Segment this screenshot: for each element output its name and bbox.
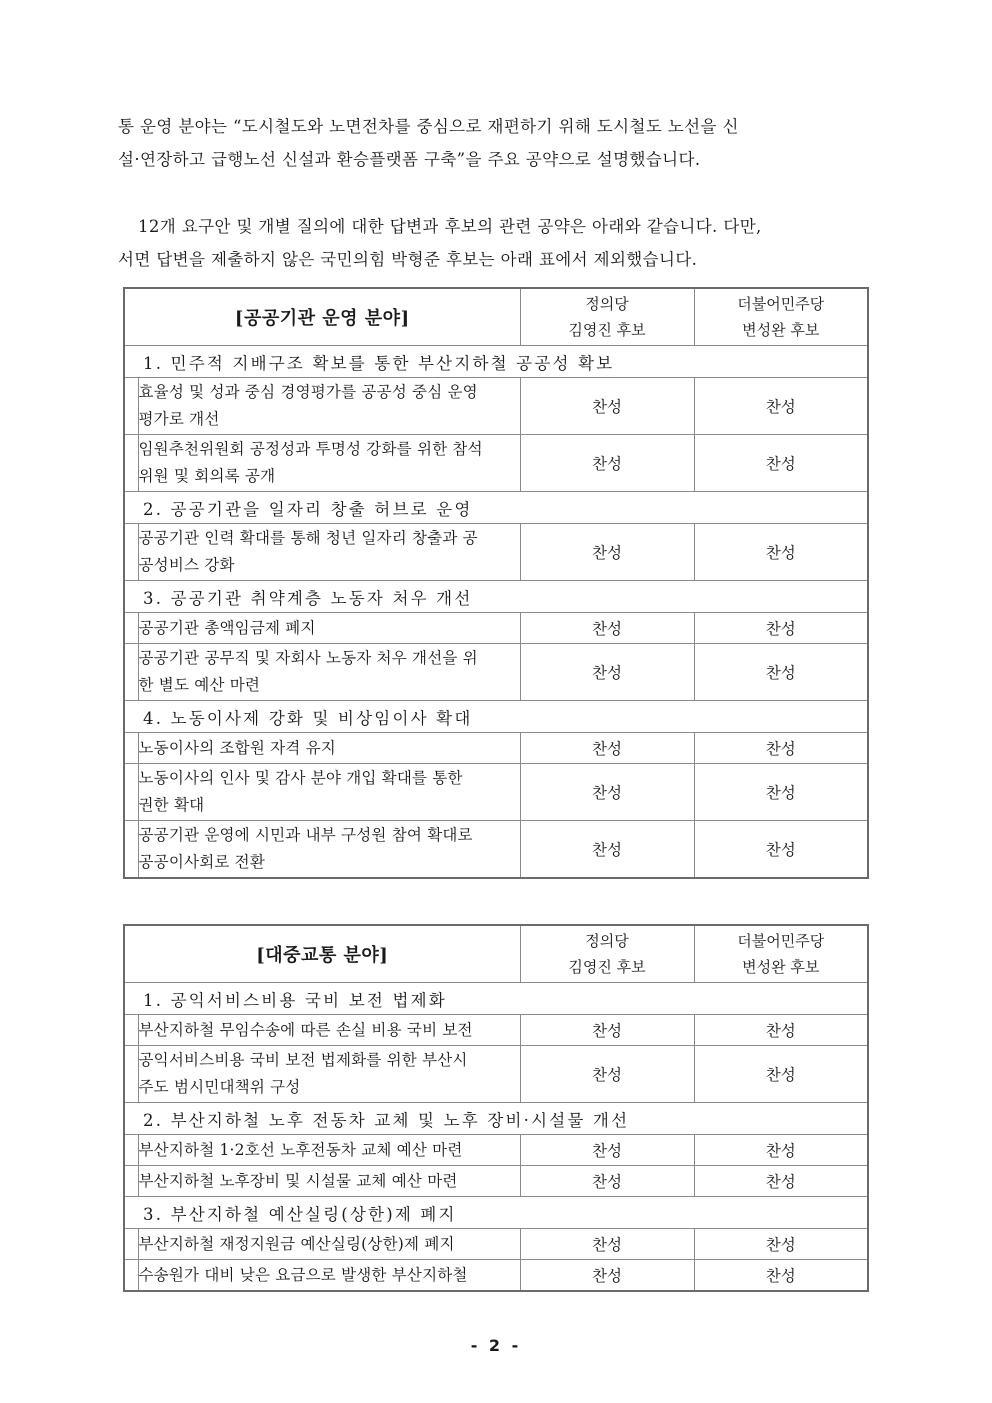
item-line: 공공기관 공무직 및 자회사 노동자 처우 개선을 위 xyxy=(138,649,478,667)
item-line: 부산지하철 재정지원금 예산실링(상한)제 폐지 xyxy=(138,1234,455,1253)
answer-cell: 찬성 xyxy=(520,1166,694,1197)
candidate-party: 정의당 xyxy=(585,295,629,313)
answer-cell: 찬성 xyxy=(694,1135,868,1166)
intro-paragraph-2 xyxy=(118,210,874,276)
item-line: 공공기관 총액임금제 폐지 xyxy=(138,618,316,637)
text-line: 12개 요구안 및 개별 질의에 대한 답변과 후보의 관련 공약은 아래와 같습니다. 다만, xyxy=(138,217,762,236)
answer-cell: 찬성 xyxy=(520,1229,694,1260)
table-row xyxy=(124,1135,868,1166)
answer-cell: 찬성 xyxy=(520,613,694,644)
indent-cell xyxy=(124,1260,138,1292)
item-description xyxy=(138,1260,520,1292)
table-row xyxy=(124,1166,868,1197)
candidate-party: 더불어민주당 xyxy=(737,295,825,313)
answer-cell: 찬성 xyxy=(520,764,694,821)
table-title: [대중교통 분야] xyxy=(124,925,520,983)
answer-cell: 찬성 xyxy=(520,1046,694,1103)
item-line: 평가로 개선 xyxy=(138,410,220,428)
item-line: 수송원가 대비 낮은 요금으로 발생한 부산지하철 xyxy=(138,1265,468,1284)
indent-cell xyxy=(124,435,138,492)
indent-cell xyxy=(124,644,138,701)
indent-cell xyxy=(124,1166,138,1197)
candidate-party: 정의당 xyxy=(585,932,629,950)
item-line: 공공기관 운영에 시민과 내부 구성원 참여 확대로 xyxy=(138,826,473,844)
item-description xyxy=(138,524,520,581)
indent-cell xyxy=(124,733,138,764)
indent-cell xyxy=(124,378,138,435)
item-line: 한 별도 예산 마련 xyxy=(138,676,261,694)
table-row xyxy=(124,733,868,764)
table-row xyxy=(124,1046,868,1103)
table-header-row xyxy=(124,288,868,346)
item-line: 부산지하철 무임수송에 따른 손실 비용 국비 보전 xyxy=(138,1020,473,1039)
table-row xyxy=(124,644,868,701)
item-description xyxy=(138,733,520,764)
text-line: 설·연장하고 급행노선 신설과 환승플랫폼 구축”을 주요 공약으로 설명했습니다. xyxy=(118,150,701,169)
answer-cell: 찬성 xyxy=(694,821,868,879)
answer-cell: 찬성 xyxy=(694,1166,868,1197)
indent-cell xyxy=(124,1046,138,1103)
indent-cell xyxy=(124,764,138,821)
section-heading-row xyxy=(124,1103,868,1135)
answer-cell: 찬성 xyxy=(520,1015,694,1046)
table-row xyxy=(124,524,868,581)
item-line: 주도 범시민대책위 구성 xyxy=(138,1078,301,1096)
item-description xyxy=(138,613,520,644)
public-institution-table xyxy=(123,287,869,879)
item-description xyxy=(138,1015,520,1046)
item-description xyxy=(138,821,520,879)
answer-cell: 찬성 xyxy=(520,821,694,879)
candidate-name: 김영진 후보 xyxy=(568,321,646,339)
item-description xyxy=(138,1135,520,1166)
item-line: 권한 확대 xyxy=(138,796,205,814)
answer-cell: 찬성 xyxy=(520,378,694,435)
item-line: 효율성 및 성과 중심 경영평가를 공공성 중심 운영 xyxy=(138,383,478,401)
item-line: 노동이사의 조합원 자격 유지 xyxy=(138,738,336,757)
answer-cell: 찬성 xyxy=(520,1135,694,1166)
table-row xyxy=(124,1260,868,1292)
answer-cell: 찬성 xyxy=(694,613,868,644)
answer-cell: 찬성 xyxy=(520,524,694,581)
section-heading: 1. 민주적 지배구조 확보를 통한 부산지하철 공공성 확보 xyxy=(124,346,868,378)
table-row xyxy=(124,613,868,644)
table-row xyxy=(124,1015,868,1046)
item-line: 공공이사회로 전환 xyxy=(138,853,266,871)
section-heading: 4. 노동이사제 강화 및 비상임이사 확대 xyxy=(124,701,868,733)
table-row xyxy=(124,378,868,435)
answer-cell: 찬성 xyxy=(694,764,868,821)
answer-cell: 찬성 xyxy=(520,733,694,764)
item-line: 노동이사의 인사 및 감사 분야 개입 확대를 통한 xyxy=(138,769,463,787)
item-line: 부산지하철 1·2호선 노후전동차 교체 예산 마련 xyxy=(138,1140,463,1159)
page-number: - 2 - xyxy=(470,1336,522,1355)
intro-paragraph-1 xyxy=(118,110,874,176)
table-row xyxy=(124,764,868,821)
item-line: 위원 및 회의록 공개 xyxy=(138,467,276,485)
section-heading: 2. 부산지하철 노후 전동차 교체 및 노후 장비·시설물 개선 xyxy=(124,1103,868,1135)
item-line: 부산지하철 노후장비 및 시설물 교체 예산 마련 xyxy=(138,1171,458,1190)
answer-cell: 찬성 xyxy=(694,733,868,764)
item-description xyxy=(138,435,520,492)
indent-cell xyxy=(124,821,138,879)
table-row xyxy=(124,821,868,879)
public-transport-table xyxy=(123,924,869,1292)
text-line: 서면 답변을 제출하지 않은 국민의힘 박형준 후보는 아래 표에서 제외했습니다. xyxy=(118,250,698,269)
section-heading: 1. 공익서비스비용 국비 보전 법제화 xyxy=(124,983,868,1015)
indent-cell xyxy=(124,613,138,644)
answer-cell: 찬성 xyxy=(694,644,868,701)
candidate-name: 변성완 후보 xyxy=(742,321,820,339)
answer-cell: 찬성 xyxy=(694,1046,868,1103)
item-line: 공성비스 강화 xyxy=(138,556,235,574)
answer-cell: 찬성 xyxy=(520,644,694,701)
answer-cell: 찬성 xyxy=(694,1260,868,1292)
item-description xyxy=(138,1166,520,1197)
indent-cell xyxy=(124,1229,138,1260)
indent-cell xyxy=(124,1135,138,1166)
table-title: [공공기관 운영 분야] xyxy=(124,288,520,346)
answer-cell: 찬성 xyxy=(694,1015,868,1046)
section-heading-row xyxy=(124,1197,868,1229)
section-heading-row xyxy=(124,701,868,733)
section-heading-row xyxy=(124,492,868,524)
candidate-header xyxy=(694,925,868,983)
section-heading: 3. 공공기관 취약계층 노동자 처우 개선 xyxy=(124,581,868,613)
section-heading: 2. 공공기관을 일자리 창출 허브로 운영 xyxy=(124,492,868,524)
indent-cell xyxy=(124,1015,138,1046)
text-line: 통 운영 분야는 “도시철도와 노면전차를 중심으로 재편하기 위해 도시철도 노선을 신 xyxy=(118,117,739,136)
candidate-header xyxy=(694,288,868,346)
table-header-row xyxy=(124,925,868,983)
section-heading-row xyxy=(124,581,868,613)
candidate-name: 변성완 후보 xyxy=(742,958,820,976)
section-heading-row xyxy=(124,346,868,378)
candidate-header xyxy=(520,925,694,983)
section-heading-row xyxy=(124,983,868,1015)
answer-cell: 찬성 xyxy=(694,1229,868,1260)
section-heading: 3. 부산지하철 예산실링(상한)제 폐지 xyxy=(124,1197,868,1229)
answer-cell: 찬성 xyxy=(520,1260,694,1292)
item-description xyxy=(138,764,520,821)
candidate-header xyxy=(520,288,694,346)
item-description xyxy=(138,1229,520,1260)
answer-cell: 찬성 xyxy=(694,378,868,435)
candidate-party: 더불어민주당 xyxy=(737,932,825,950)
item-line: 공공기관 인력 확대를 통해 청년 일자리 창출과 공 xyxy=(138,529,478,547)
item-description xyxy=(138,1046,520,1103)
item-description xyxy=(138,378,520,435)
item-description xyxy=(138,644,520,701)
table-row xyxy=(124,435,868,492)
candidate-name: 김영진 후보 xyxy=(568,958,646,976)
answer-cell: 찬성 xyxy=(694,435,868,492)
indent-cell xyxy=(124,524,138,581)
answer-cell: 찬성 xyxy=(694,524,868,581)
answer-cell: 찬성 xyxy=(520,435,694,492)
item-line: 공익서비스비용 국비 보전 법제화를 위한 부산시 xyxy=(138,1051,468,1069)
table-row xyxy=(124,1229,868,1260)
item-line: 임원추천위원회 공정성과 투명성 강화를 위한 참석 xyxy=(138,440,483,458)
